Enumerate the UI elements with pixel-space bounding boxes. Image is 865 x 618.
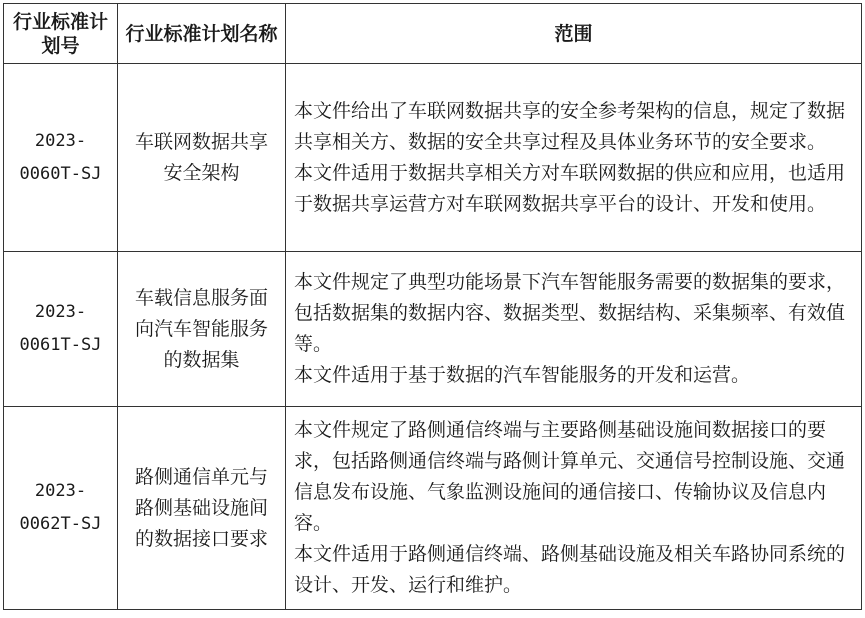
table-row — [4, 407, 862, 610]
table-header-row — [4, 4, 862, 64]
scope-paragraph: 本文件规定了典型功能场景下汽车智能服务需要的数据集的要求，包括数据集的数据内容、数据类型、数据结构、采集频率、有效值等。 — [294, 271, 846, 355]
plan-number-part2: 0060T-SJ — [19, 163, 102, 184]
plan-number-cell — [4, 64, 118, 252]
scope-paragraph: 本文件给出了车联网数据共享的安全参考架构的信息，规定了数据共享相关方、数据的安全共享过程及具体业务环节的安全要求。 — [294, 99, 846, 153]
plan-number-part1: 2023- — [34, 481, 87, 501]
plan-name: 车联网数据共享安全架构 — [134, 130, 268, 184]
plan-name: 车载信息服务面向汽车智能服务的数据集 — [134, 286, 268, 371]
header-plan-name: 行业标准计划名称 — [118, 4, 286, 64]
scope-paragraph: 本文件适用于基于数据的汽车智能服务的开发和运营。 — [294, 364, 751, 386]
plan-name: 路侧通信单元与路侧基础设施间的数据接口要求 — [134, 465, 268, 550]
scope-cell — [286, 407, 862, 610]
plan-number-part2: 0061T-SJ — [19, 335, 102, 355]
scope-cell — [286, 64, 862, 252]
plan-number-cell — [4, 252, 118, 407]
scope-paragraph: 本文件适用于数据共享相关方对车联网数据的供应和应用，也适用于数据共享运营方对车联网数据共享平台的设计、开发和使用。 — [294, 161, 846, 215]
plan-number-part1: 2023- — [34, 302, 87, 322]
table-row — [4, 252, 862, 407]
plan-number-part1: 2023- — [34, 130, 87, 151]
plan-name-cell — [118, 407, 286, 610]
standards-table — [3, 3, 862, 610]
header-plan-number: 行业标准计划号 — [4, 4, 118, 64]
plan-number-part2: 0062T-SJ — [19, 514, 102, 534]
scope-cell — [286, 252, 862, 407]
plan-name-cell — [118, 64, 286, 252]
plan-number-cell — [4, 407, 118, 610]
plan-name-cell — [118, 252, 286, 407]
table-row — [4, 64, 862, 252]
scope-paragraph: 本文件规定了路侧通信终端与主要路侧基础设施间数据接口的要求，包括路侧通信终端与路侧计算单元、交通信号控制设施、交通信息发布设施、气象监测设施间的通信接口、传输协议及信息内容。 — [294, 419, 846, 534]
header-scope: 范围 — [286, 4, 862, 64]
scope-paragraph: 本文件适用于路侧通信终端、路侧基础设施及相关车路协同系统的设计、开发、运行和维护。 — [294, 543, 846, 596]
